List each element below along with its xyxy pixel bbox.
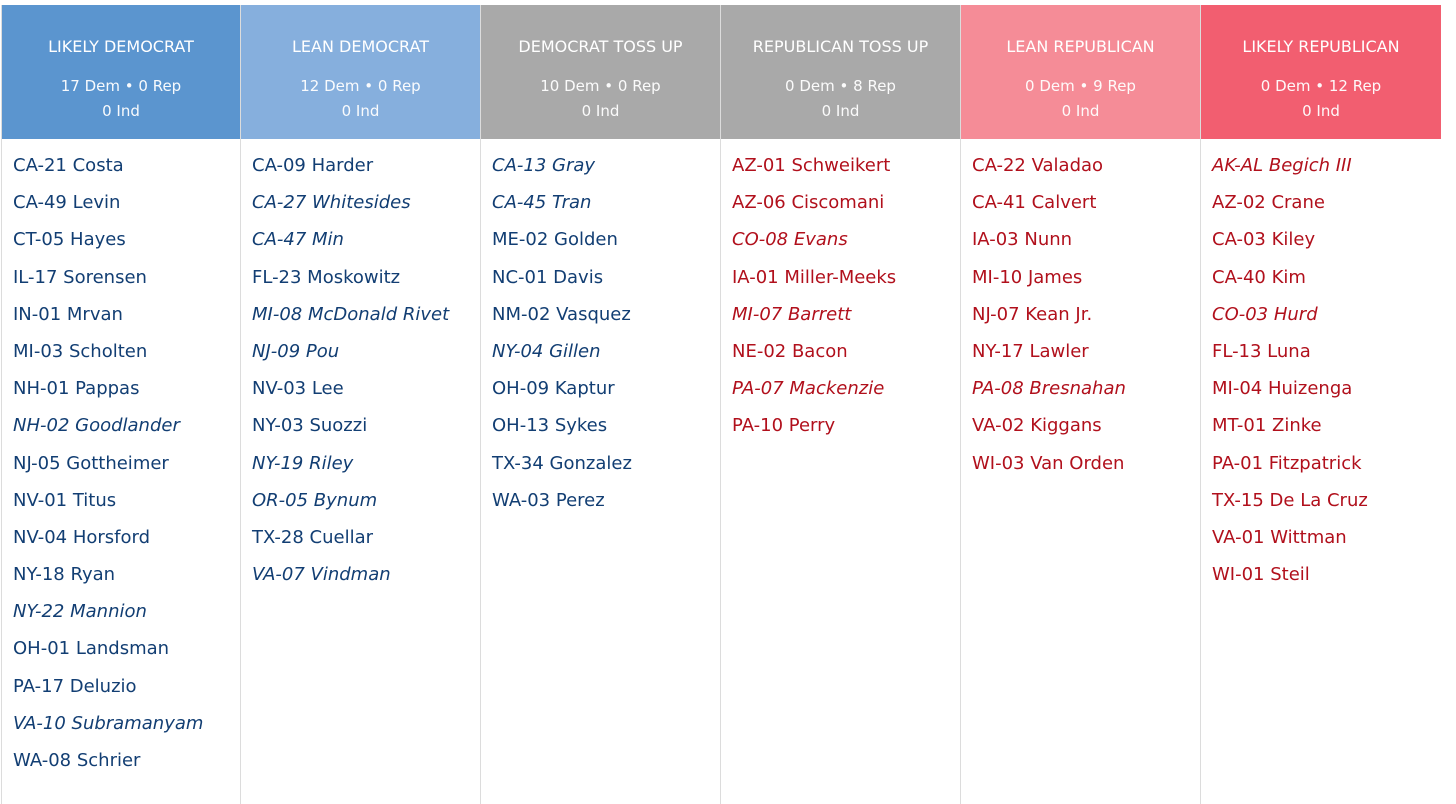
independent-count-line: 0 Ind — [1061, 102, 1100, 120]
race-item: CA-47 Min — [252, 229, 344, 251]
race-list — [961, 139, 1200, 486]
column-title: LIKELY REPUBLICAN — [1242, 37, 1400, 56]
race-list — [241, 139, 480, 597]
race-item: MI-04 Huizenga — [1212, 378, 1353, 400]
race-item: PA-08 Bresnahan — [972, 378, 1126, 400]
race-item: CA-21 Costa — [13, 155, 124, 176]
race-item: NJ-09 Pou — [252, 340, 340, 362]
column-title: DEMOCRAT TOSS UP — [518, 37, 683, 56]
rating-column-democrat-toss-up — [481, 5, 721, 804]
race-item: WI-01 Steil — [1212, 564, 1310, 586]
race-item: IN-01 Mrvan — [13, 303, 123, 325]
race-item: WI-03 Van Orden — [972, 452, 1125, 474]
race-item: CA-13 Gray — [492, 155, 596, 176]
seat-count-line: 0 Dem • 9 Rep — [1025, 77, 1136, 95]
race-item: NY-03 Suozzi — [252, 415, 368, 437]
rating-column-likely-democrat — [1, 5, 241, 804]
race-item: NY-17 Lawler — [972, 340, 1089, 362]
race-list — [481, 139, 720, 523]
race-item: CT-05 Hayes — [13, 229, 126, 251]
column-counts — [1201, 74, 1441, 124]
seat-count-line: 0 Dem • 8 Rep — [785, 77, 896, 95]
race-item: NY-19 Riley — [252, 452, 354, 474]
race-item: NV-04 Horsford — [13, 526, 151, 548]
column-title: LEAN DEMOCRAT — [292, 37, 429, 56]
ratings-board — [1, 5, 1441, 804]
column-header — [961, 5, 1200, 139]
race-item: AZ-01 Schweikert — [732, 155, 891, 176]
race-item: OH-13 Sykes — [492, 415, 608, 437]
race-item: PA-17 Deluzio — [13, 675, 137, 697]
column-title: REPUBLICAN TOSS UP — [752, 37, 929, 56]
seat-count-line: 12 Dem • 0 Rep — [300, 77, 421, 95]
race-item: NV-01 Titus — [13, 489, 117, 511]
seat-count-line: 17 Dem • 0 Rep — [60, 77, 182, 95]
independent-count-line: 0 Ind — [581, 102, 620, 120]
race-item: TX-34 Gonzalez — [492, 452, 632, 474]
column-header — [241, 5, 480, 139]
column-header — [721, 5, 960, 139]
independent-count-line: 0 Ind — [341, 102, 380, 120]
column-title: LIKELY DEMOCRAT — [48, 37, 194, 56]
race-item: MI-03 Scholten — [13, 340, 148, 362]
race-item: CA-03 Kiley — [1212, 229, 1316, 251]
column-counts — [961, 74, 1200, 124]
race-item: FL-23 Moskowitz — [252, 266, 401, 288]
race-item: CA-27 Whitesides — [252, 192, 411, 214]
race-item: NH-02 Goodlander — [13, 415, 180, 437]
rating-column-republican-toss-up — [721, 5, 961, 804]
column-header — [2, 5, 240, 139]
race-item: AZ-06 Ciscomani — [732, 192, 885, 214]
column-header — [481, 5, 720, 139]
race-item: NJ-05 Gottheimer — [13, 452, 169, 474]
race-item: CA-40 Kim — [1212, 266, 1306, 288]
race-item: NM-02 Vasquez — [492, 303, 631, 325]
race-item: NY-22 Mannion — [13, 601, 147, 623]
race-item: AZ-02 Crane — [1212, 192, 1325, 214]
independent-count-line: 0 Ind — [102, 102, 140, 120]
race-item: FL-13 Luna — [1212, 340, 1311, 362]
column-counts — [721, 74, 960, 124]
race-item: NH-01 Pappas — [13, 378, 140, 400]
race-item: CA-22 Valadao — [972, 155, 1104, 176]
race-item: AK-AL Begich III — [1212, 155, 1352, 176]
race-item: IL-17 Sorensen — [13, 266, 147, 288]
rating-column-likely-republican — [1201, 5, 1441, 804]
race-item: CA-49 Levin — [13, 192, 121, 214]
race-item: MI-08 McDonald Rivet — [252, 303, 450, 325]
race-item: ME-02 Golden — [492, 229, 618, 251]
race-item: VA-10 Subramanyam — [13, 712, 204, 734]
column-counts — [481, 74, 720, 124]
independent-count-line: 0 Ind — [1302, 102, 1340, 120]
race-item: NE-02 Bacon — [732, 340, 848, 362]
rating-column-lean-democrat — [241, 5, 481, 804]
race-item: CA-41 Calvert — [972, 192, 1097, 214]
race-item: PA-01 Fitzpatrick — [1212, 452, 1362, 474]
race-item: PA-07 Mackenzie — [732, 378, 885, 400]
race-item: OR-05 Bynum — [252, 489, 378, 511]
race-item: CA-09 Harder — [252, 155, 374, 176]
race-item: WA-08 Schrier — [13, 750, 141, 771]
race-item: OH-01 Landsman — [13, 638, 170, 660]
race-item: CO-08 Evans — [732, 229, 848, 251]
rating-column-lean-republican — [961, 5, 1201, 804]
column-header — [1201, 5, 1441, 139]
column-title: LEAN REPUBLICAN — [1006, 37, 1155, 56]
race-item: NY-18 Ryan — [13, 564, 116, 586]
race-item: OH-09 Kaptur — [492, 378, 615, 400]
independent-count-line: 0 Ind — [821, 102, 860, 120]
race-item: MI-07 Barrett — [732, 303, 852, 325]
race-item: VA-07 Vindman — [252, 564, 391, 586]
race-item: NV-03 Lee — [252, 378, 344, 400]
column-counts — [241, 74, 480, 124]
race-item: VA-02 Kiggans — [972, 415, 1102, 437]
race-list — [1201, 139, 1441, 597]
race-item: MT-01 Zinke — [1212, 415, 1322, 437]
seat-count-line: 10 Dem • 0 Rep — [540, 77, 661, 95]
column-counts — [2, 74, 240, 124]
race-item: VA-01 Wittman — [1212, 526, 1347, 548]
race-item: CO-03 Hurd — [1212, 303, 1318, 325]
race-item: TX-15 De La Cruz — [1212, 489, 1368, 511]
race-item: CA-45 Tran — [492, 192, 592, 214]
race-list — [2, 139, 240, 783]
race-item: NJ-07 Kean Jr. — [972, 303, 1093, 325]
race-item: NY-04 Gillen — [492, 340, 601, 362]
seat-count-line: 0 Dem • 12 Rep — [1260, 77, 1382, 95]
race-item: IA-03 Nunn — [972, 229, 1073, 251]
race-item: NC-01 Davis — [492, 266, 604, 288]
race-list — [721, 139, 960, 449]
race-item: WA-03 Perez — [492, 489, 605, 511]
race-item: TX-28 Cuellar — [252, 526, 374, 548]
race-item: MI-10 James — [972, 266, 1083, 288]
race-item: PA-10 Perry — [732, 415, 836, 437]
race-item: IA-01 Miller-Meeks — [732, 266, 897, 288]
